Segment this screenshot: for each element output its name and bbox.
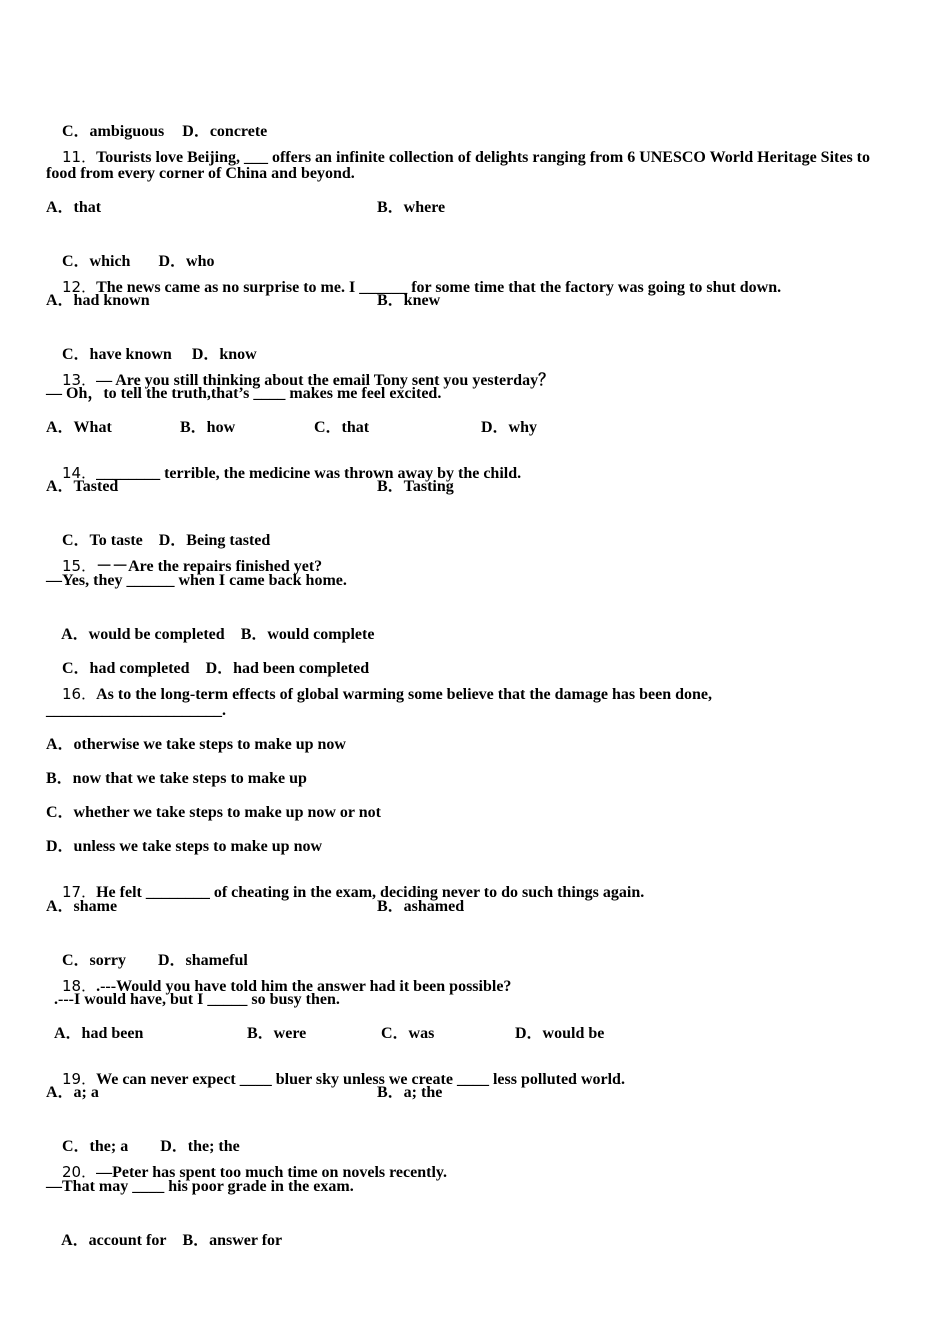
q13-option-c: C．that — [314, 419, 370, 436]
q12-number: 12． — [62, 278, 97, 296]
q11-stem-line1: 11．Tourists love Beijing, ___ offers an infinite collection of delights ranging from 6 UNESCO World Heritage Sites to — [62, 148, 870, 166]
q11-option-b: B．where — [377, 199, 446, 216]
q16-option-b: B．now that we take steps to make up — [46, 770, 307, 787]
q15-number: 15． — [62, 557, 97, 575]
q14-option-d: D．Being tasted — [158, 532, 271, 549]
q13-stem-line1: 13．— Are you still thinking about the email Tony sent you yesterday？ — [62, 371, 555, 389]
q20-stem-line1: 20．—Peter has spent too much time on novels recently. — [62, 1163, 448, 1181]
q11-option-c: C．which — [62, 253, 131, 270]
q15-option-a: A．would be completed — [61, 626, 225, 643]
q19-number: 19． — [62, 1070, 97, 1088]
q15-stem-line2: —Yes, they ______ when I came back home. — [46, 572, 347, 589]
q19-stem: 19．We can never expect ____ bluer sky unless we create ____ less polluted world. — [62, 1070, 625, 1088]
q15-option-b: B．would complete — [240, 626, 375, 643]
q14-option-b: B．Tasting — [377, 478, 454, 495]
q17-option-a: A．shame — [46, 898, 118, 915]
q18-option-a: A．had been — [54, 1025, 144, 1042]
q14-option-a: A．Tasted — [46, 478, 119, 495]
q13-option-a: A．What — [46, 419, 112, 436]
q13-option-d: D．why — [481, 419, 538, 436]
q17-option-d: D．shameful — [158, 952, 248, 969]
q17-option-c: C．sorry — [62, 952, 126, 969]
q12-option-a: A．had known — [46, 292, 150, 309]
q13-number: 13． — [62, 371, 97, 389]
q18-option-c: C．was — [381, 1025, 435, 1042]
q20-stem-line2: —That may ____ his poor grade in the exam. — [46, 1178, 354, 1195]
q17-option-b: B．ashamed — [377, 898, 465, 915]
q18-stem-line1: 18．.---Would you have told him the answer had it been possible? — [62, 977, 512, 995]
q12-option-b: B．knew — [377, 292, 441, 309]
q10-option-c: C．ambiguous — [62, 123, 165, 140]
q13-option-b: B．how — [180, 419, 236, 436]
q15-option-d: D．had been completed — [205, 660, 370, 677]
q12-option-c: C．have known — [62, 346, 172, 363]
q19-option-a: A．a; a — [46, 1084, 99, 1101]
q14-stem: 14．________ terrible, the medicine was thrown away by the child. — [62, 464, 522, 482]
q14-option-c: C．To taste — [62, 532, 143, 549]
q11-number: 11． — [62, 148, 97, 166]
q15-option-c: C．had completed — [62, 660, 190, 677]
q18-stem-line2: .---I would have, but I _____ so busy then. — [54, 991, 340, 1008]
q16-option-a: A．otherwise we take steps to make up now — [46, 736, 346, 753]
q16-option-d: D．unless we take steps to make up now — [46, 838, 323, 855]
q11-option-a: A．that — [46, 199, 102, 216]
q10-option-d: D．concrete — [182, 123, 268, 140]
q20-option-b: B．answer for — [182, 1232, 283, 1249]
q20-option-a: A．account for — [61, 1232, 167, 1249]
q13-stem-line2: — Oh，to tell the truth,that’s ____ makes me feel excited. — [46, 385, 442, 402]
q18-number: 18． — [62, 977, 97, 995]
q19-option-b: B．a; the — [377, 1084, 443, 1101]
q12-option-d: D．know — [191, 346, 257, 363]
q19-option-d: D．the; the — [160, 1138, 240, 1155]
q18-option-d: D．would be — [515, 1025, 605, 1042]
q20-number: 20． — [62, 1163, 97, 1181]
q17-number: 17． — [62, 883, 97, 901]
q16-stem-line1: 16．As to the long-term effects of global warming some believe that the damage has been done, — [62, 685, 713, 703]
q16-option-c: C．whether we take steps to make up now or not — [46, 804, 381, 821]
q11-stem-line2: food from every corner of China and beyond. — [46, 165, 355, 182]
q17-stem: 17．He felt ________ of cheating in the exam, deciding never to do such things again. — [62, 883, 645, 901]
q14-number: 14． — [62, 464, 97, 482]
q15-stem-line1: 15．－－Are the repairs finished yet? — [62, 557, 323, 575]
q16-number: 16． — [62, 685, 97, 703]
q12-stem: 12．The news came as no surprise to me. I ______ for some time that the factory was going to shut down. — [62, 278, 782, 296]
q18-option-b: B．were — [247, 1025, 307, 1042]
q20-options-ab — [46, 1211, 282, 1271]
q11-option-d: D．who — [158, 253, 215, 270]
q19-option-c: C．the; a — [62, 1138, 129, 1155]
q16-stem-line2: ______________________. — [46, 702, 226, 719]
